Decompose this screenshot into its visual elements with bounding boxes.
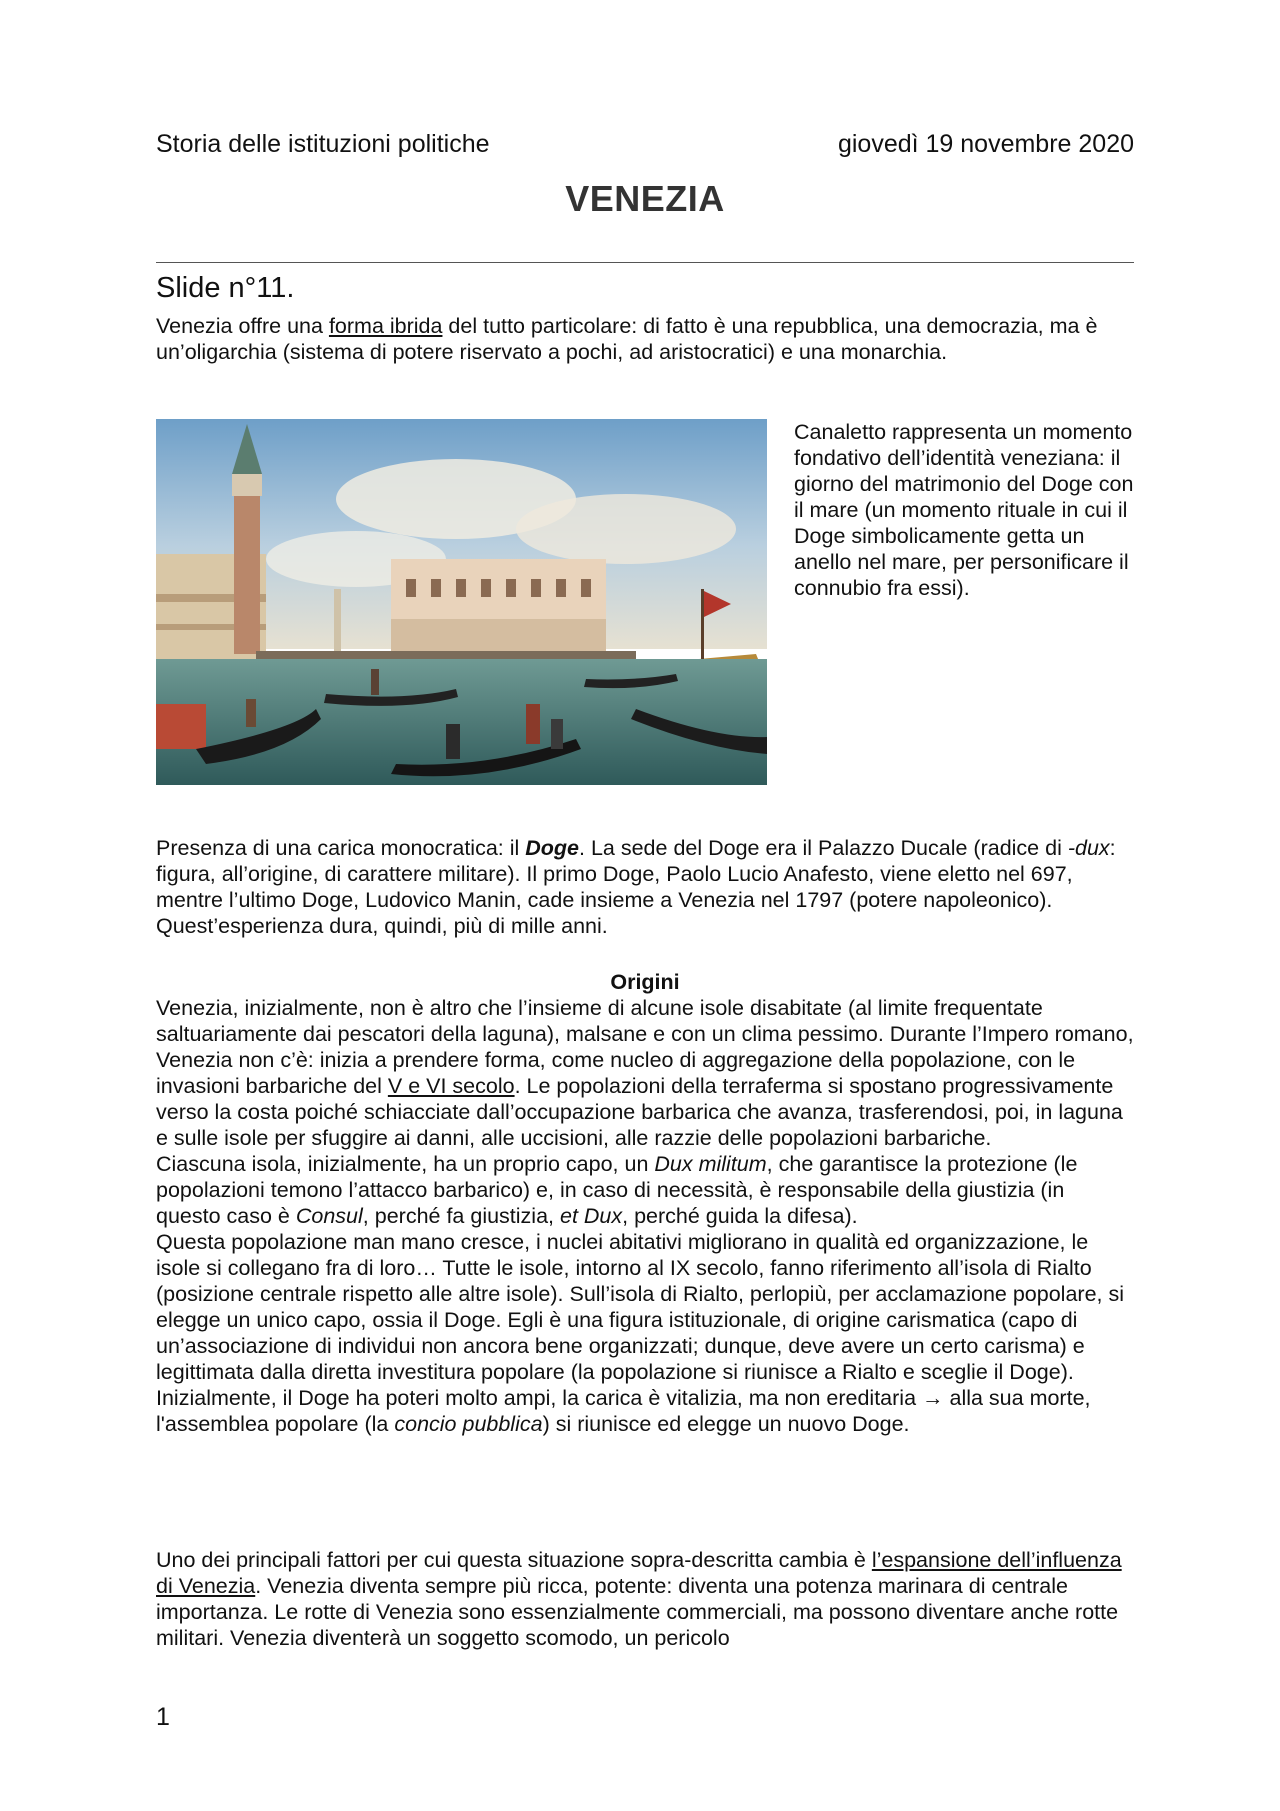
gondolier	[371, 669, 379, 695]
origini-section	[156, 995, 1134, 1437]
flag	[701, 589, 704, 664]
intro-text-end: del tutto particolare: di fatto è una repubblica, una democrazia, ma è un’oligarchia (sistema di potere riservato a pochi, ad aristocratici) e una monarchia.	[156, 314, 1098, 364]
page-number: 1	[156, 1703, 170, 1731]
century-underlined-term: V e VI secolo	[387, 1074, 515, 1098]
et-dux-term: et Dux	[559, 1204, 623, 1228]
dux-term: -dux	[1067, 836, 1110, 860]
origini-text-end: . Le popolazioni della terraferma si spostano progressivamente verso la costa poiché schiacciate dall’occupazione barbarica che avanza, trasferendosi, poi, in laguna e sulle isole per sfuggire ai danni, alle uccisioni, alle razzie delle popolazioni barbariche.	[156, 1074, 1123, 1150]
red-canopy	[156, 704, 206, 749]
expansion-paragraph	[156, 1547, 1134, 1651]
intro-underlined-term: forma ibrida	[328, 314, 443, 338]
consul-term: Consul	[295, 1204, 363, 1228]
doge-text-end: : figura, all’origine, di carattere militare). Il primo Doge, Paolo Lucio Anafesto, viene eletto nel 697, mentre l’ultimo Doge, Ludovico Manin, cade insieme a Venezia nel 1797 (potere napoleonico). Quest’esperienza dura, quindi, più di mille anni.	[156, 836, 1116, 938]
section-heading-origini: Origini	[610, 970, 680, 994]
campanile-belfry	[232, 474, 262, 496]
expansion-underlined-term: l’espansione dell’influenza di Venezia	[156, 1548, 1122, 1598]
figure	[551, 719, 563, 749]
doge-text: Presenza di una carica monocratica: il	[156, 836, 526, 860]
campanile	[234, 484, 260, 654]
doge-term: Doge	[525, 836, 580, 860]
origini-text-end: ) si riunisce ed elegge un nuovo Doge.	[542, 1412, 910, 1436]
header-divider	[156, 262, 1134, 263]
canaletto-painting	[156, 419, 767, 785]
origini-text: Venezia, inizialmente, non è altro che l’insieme di alcune isole disabitate (al limite frequentate saltuariamente dai pescatori della laguna), malsane e con un clima pessimo. Durante l’Impero romano, Venezia non c’è: inizia a prendere forma, come nucleo di aggregazione della popolazione, con le invasioni barbariche del	[156, 996, 1134, 1098]
column	[334, 589, 341, 659]
page-header	[156, 128, 1134, 160]
figure	[446, 724, 460, 759]
doge-paragraph	[156, 835, 1134, 939]
doge-text-mid: . La sede del Doge era il Palazzo Ducale (radice di	[579, 836, 1068, 860]
lecture-date: giovedì 19 novembre 2020	[837, 130, 1134, 158]
intro-text: Venezia offre una	[156, 314, 329, 338]
slide-heading: Slide n°11.	[156, 272, 295, 304]
origini-text: Ciascuna isola, inizialmente, ha un proprio capo, un	[156, 1152, 655, 1176]
figure	[526, 704, 540, 744]
dux-militum-term: Dux militum	[654, 1152, 767, 1176]
expansion-text: Uno dei principali fattori per cui questa situazione sopra-descritta cambia è	[156, 1548, 872, 1572]
origini-text-end: , perché guida la difesa).	[622, 1204, 858, 1228]
origini-text: alla sua morte, l'assemblea popolare (la	[156, 1386, 1091, 1436]
arrow-icon: →	[922, 1386, 944, 1410]
origini-text: , che garantisce la protezione (le popolazioni temono l’attacco barbarico) e, in caso di necessità, è responsabile della giustizia (in questo caso è	[156, 1152, 1078, 1228]
origini-paragraph-1	[156, 995, 1134, 1151]
gondolier	[246, 699, 256, 727]
painting-caption: Canaletto rappresenta un momento fondativo dell’identità veneziana: il giorno del matrimonio del Doge con il mare (un momento rituale in cui il Doge simbolicamente getta un anello nel mare, per personificare il connubio fra essi).	[794, 420, 1134, 600]
course-name: Storia delle istituzioni politiche	[156, 130, 490, 158]
cloud	[516, 494, 736, 564]
origini-paragraph-2	[156, 1151, 1134, 1229]
origini-paragraph-3	[156, 1229, 1134, 1437]
expansion-text-end: . Venezia diventa sempre più ricca, potente: diventa una potenza marinara di centrale importanza. Le rotte di Venezia sono essenzialmente commerciali, ma possono diventare anche rotte militari. Venezia diventerà un soggetto scomodo, un pericolo	[156, 1574, 1119, 1650]
concio-term: concio pubblica	[394, 1412, 543, 1436]
intro-paragraph	[156, 313, 1134, 365]
document-title: VENEZIA	[565, 178, 725, 219]
origini-text: , perché fa giustizia,	[362, 1204, 560, 1228]
origini-text: Questa popolazione man mano cresce, i nuclei abitativi migliorano in qualità ed organizzazione, le isole si collegano fra di loro… Tutte le isole, intorno al IX secolo, fanno riferimento all’isola di Rialto (posizione centrale rispetto alle altre isole). Sull’isola di Rialto, perlopiù, per acclamazione popolare, si elegge un unico capo, ossia il Doge. Egli è una figura istituzionale, di origine carismatica (capo di un’associazione di individui non ancora bene organizzati; dunque, deve avere un certo carisma) e legittimata dalla diretta investitura popolare (la popolazione si riunisce a Rialto e sceglie il Doge). Inizialmente, il Doge ha poteri molto ampi, la carica è vitalizia, ma non ereditaria	[156, 1230, 1124, 1410]
